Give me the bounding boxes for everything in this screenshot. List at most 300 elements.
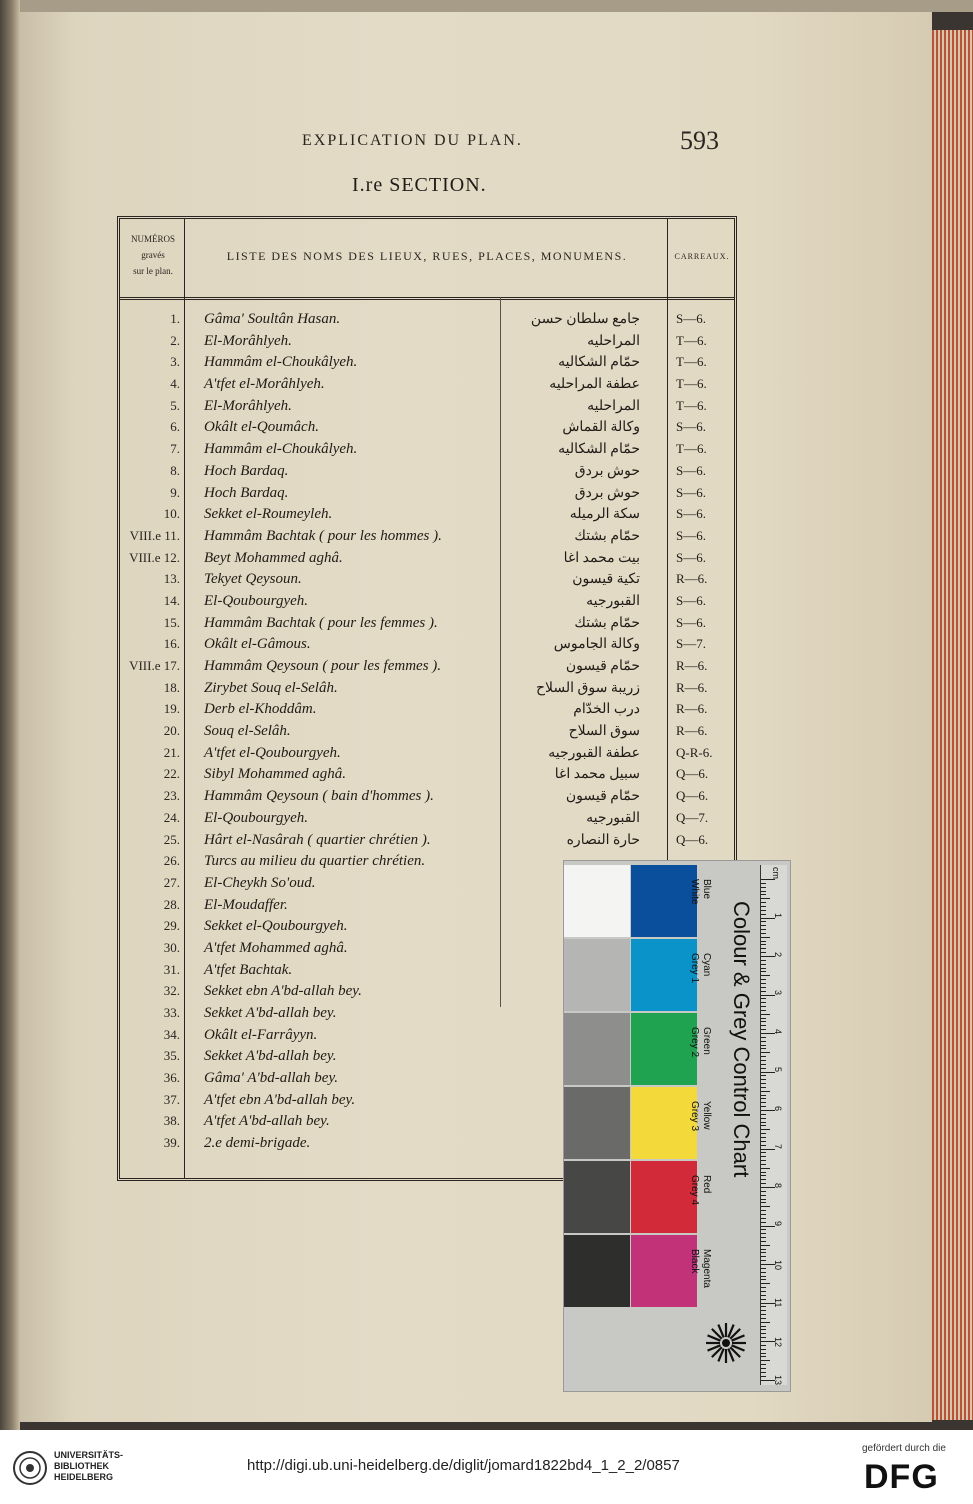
funded-by-label: gefördert durch die bbox=[862, 1443, 946, 1454]
table-row bbox=[120, 333, 740, 355]
ruler-number: 2 bbox=[773, 951, 783, 957]
entry-name: Sekket A'bd-allah bey. bbox=[204, 1048, 337, 1065]
table-row bbox=[120, 354, 740, 376]
ruler-tick bbox=[761, 937, 770, 938]
entry-name: El-Qoubourgyeh. bbox=[204, 592, 309, 609]
ruler-tick bbox=[761, 1368, 766, 1369]
ruler-tick bbox=[761, 1214, 766, 1215]
ruler-tick bbox=[761, 887, 766, 888]
entry-number: 9. bbox=[170, 484, 180, 500]
entry-arabic: حوش بردق bbox=[574, 463, 640, 479]
ruler-tick bbox=[761, 1229, 766, 1230]
entry-name: Hârt el-Nasârah ( quartier chrétien ). bbox=[204, 831, 431, 848]
entry-carreau: S—6. bbox=[676, 311, 706, 326]
ruler-tick bbox=[761, 1095, 766, 1096]
colour-label: Yellow bbox=[701, 1101, 712, 1130]
grey-label: Grey 4 bbox=[689, 1175, 700, 1206]
ruler-tick bbox=[761, 1025, 766, 1026]
ruler-tick bbox=[761, 971, 766, 972]
entry-number: 38. bbox=[163, 1113, 180, 1129]
entry-carreau: R—6. bbox=[676, 571, 708, 587]
entry-number: 24. bbox=[163, 809, 180, 825]
ruler-unit: cm bbox=[771, 867, 781, 879]
section-title: I.re SECTION. bbox=[352, 174, 487, 196]
ruler-tick bbox=[761, 1075, 766, 1076]
ruler-tick bbox=[761, 1353, 766, 1354]
entry-name: Okâlt el-Qoumâch. bbox=[204, 419, 319, 436]
ruler-tick bbox=[761, 1133, 766, 1134]
table-row bbox=[120, 550, 740, 572]
entry-carreau: S—6. bbox=[676, 549, 706, 565]
ruler-number: 10 bbox=[773, 1259, 783, 1270]
entry-number: 5. bbox=[170, 397, 180, 413]
ruler-tick bbox=[761, 1287, 766, 1288]
entry-name: Hammâm Bachtak ( pour les femmes ). bbox=[204, 614, 438, 631]
ruler-tick bbox=[761, 1156, 766, 1157]
entry-arabic: سوق السلاح bbox=[568, 724, 640, 740]
ruler-number: 9 bbox=[773, 1221, 783, 1227]
entry-name: A'tfet el-Qoubourgyeh. bbox=[204, 744, 341, 761]
ruler-tick bbox=[761, 1376, 766, 1377]
entry-number: VIII.e 11. bbox=[129, 527, 180, 543]
header-numeros bbox=[122, 231, 184, 279]
entry-number: 8. bbox=[170, 462, 180, 478]
entry-name: Hammâm Qeysoun ( bain d'hommes ). bbox=[204, 788, 434, 805]
ruler-tick bbox=[761, 1168, 770, 1169]
entry-name: Gâma' A'bd-allah bey. bbox=[204, 1070, 339, 1087]
entry-number: 37. bbox=[163, 1091, 180, 1107]
entry-number: 3. bbox=[170, 354, 180, 370]
entry-name: A'tfet ebn A'bd-allah bey. bbox=[204, 1091, 356, 1108]
entry-number: 29. bbox=[163, 918, 180, 934]
entry-name: Derb el-Khoddâm. bbox=[204, 701, 317, 718]
entry-number: 4. bbox=[170, 376, 180, 392]
colour-label: Green bbox=[701, 1027, 712, 1055]
entry-name: Hammâm Qeysoun ( pour les femmes ). bbox=[204, 658, 442, 674]
table-row bbox=[120, 506, 740, 528]
entry-name: El-Morâhlyeh. bbox=[204, 332, 292, 349]
entry-name: El-Qoubourgyeh. bbox=[204, 809, 309, 826]
entry-name: Turcs au milieu du quartier chrétien. bbox=[204, 853, 426, 870]
ruler-tick bbox=[761, 1179, 766, 1180]
ruler-tick bbox=[761, 1106, 766, 1107]
table-row bbox=[120, 636, 740, 658]
entry-carreau: R—6. bbox=[676, 658, 708, 673]
entry-number: 16. bbox=[163, 636, 180, 652]
table-row bbox=[120, 311, 740, 333]
ruler-tick bbox=[761, 944, 766, 945]
entry-carreau: Q—7. bbox=[676, 809, 709, 825]
entry-arabic: القبورجيه bbox=[586, 593, 640, 609]
entry-name: Hoch Bardaq. bbox=[204, 484, 289, 501]
table-row bbox=[120, 463, 740, 485]
entry-carreau: S—6. bbox=[676, 592, 706, 608]
entry-name: A'tfet A'bd-allah bey. bbox=[204, 1113, 330, 1130]
ruler-tick bbox=[761, 883, 766, 884]
ruler-tick bbox=[761, 1102, 766, 1103]
entry-arabic: تكية قيسون bbox=[572, 572, 640, 588]
ruler-tick bbox=[761, 948, 766, 949]
header-numeros-line3: sur le plan. bbox=[133, 266, 173, 276]
ruler-tick bbox=[761, 1021, 766, 1022]
ruler-tick bbox=[761, 1310, 766, 1311]
entry-name: Sekket A'bd-allah bey. bbox=[204, 1005, 337, 1021]
entry-carreau: Q—6. bbox=[676, 831, 709, 847]
entry-carreau: S—6. bbox=[676, 527, 706, 543]
entry-number: 18. bbox=[163, 679, 180, 695]
entry-name: Okâlt el-Gâmous. bbox=[204, 636, 311, 653]
entry-arabic: حمّام بشتك bbox=[574, 615, 640, 631]
entry-number: 39. bbox=[163, 1135, 180, 1151]
ruler-tick bbox=[761, 1233, 766, 1234]
sunburst-icon bbox=[704, 1321, 748, 1365]
ruler-number: 1 bbox=[773, 913, 783, 919]
ruler-tick bbox=[761, 1306, 766, 1307]
ruler-tick bbox=[761, 964, 766, 965]
entry-number: 22. bbox=[163, 766, 180, 782]
entry-name: Sekket ebn A'bd-allah bey. bbox=[204, 983, 362, 1000]
entry-number: 7. bbox=[170, 441, 180, 457]
table-row bbox=[120, 766, 740, 788]
entry-arabic: القبورجيه bbox=[586, 810, 640, 826]
entry-name: Sekket el-Qoubourgyeh. bbox=[204, 918, 348, 935]
header-numeros-line1: NUMÉROS bbox=[130, 234, 175, 244]
header-liste: LISTE DES NOMS DES LIEUX, RUES, PLACES, MONUMENS. bbox=[226, 249, 628, 263]
ruler-tick bbox=[761, 1083, 766, 1084]
table-row bbox=[120, 615, 740, 637]
entry-arabic: المراحليه bbox=[587, 333, 640, 349]
entry-number: 26. bbox=[163, 853, 180, 869]
ruler-tick bbox=[761, 925, 766, 926]
chart-title: Colour & Grey Control Chart bbox=[729, 901, 754, 1178]
entry-number: 1. bbox=[170, 311, 180, 326]
entry-number: VIII.e 12. bbox=[129, 549, 180, 565]
entry-name: Hammâm el-Choukâlyeh. bbox=[204, 441, 358, 458]
table-row bbox=[120, 485, 740, 507]
entry-name: Okâlt el-Farrâyyn. bbox=[204, 1026, 318, 1043]
entry-name: Tekyet Qeysoun. bbox=[204, 571, 302, 588]
table-row bbox=[120, 441, 740, 463]
ruler-tick bbox=[761, 1241, 766, 1242]
ruler-tick bbox=[761, 1172, 766, 1173]
colour-swatch bbox=[631, 939, 697, 1011]
table-row bbox=[120, 810, 740, 832]
grey-label: Black bbox=[689, 1249, 700, 1274]
grey-swatch bbox=[564, 1013, 630, 1085]
header-divider bbox=[120, 297, 734, 300]
colour-swatch bbox=[631, 865, 697, 937]
entry-arabic: حمّام الشكاليه bbox=[558, 442, 640, 458]
ruler-tick bbox=[761, 983, 766, 984]
grey-label: Grey 2 bbox=[689, 1027, 700, 1058]
ruler-tick bbox=[761, 906, 766, 907]
running-head: EXPLICATION DU PLAN. bbox=[302, 132, 523, 149]
ruler-tick bbox=[761, 1118, 766, 1119]
ruler-tick bbox=[761, 1029, 766, 1030]
ruler-tick bbox=[761, 1295, 766, 1296]
entry-name: El-Morâhlyeh. bbox=[204, 397, 292, 414]
ruler-tick bbox=[761, 1068, 766, 1069]
ruler-tick bbox=[761, 1195, 766, 1196]
entry-carreau: T—6. bbox=[676, 332, 707, 348]
ruler-tick bbox=[761, 921, 766, 922]
ruler-tick bbox=[761, 902, 766, 903]
colour-control-chart bbox=[563, 860, 791, 1392]
colour-label: Cyan bbox=[701, 953, 712, 977]
ruler-tick bbox=[761, 1014, 770, 1015]
entry-number: 25. bbox=[163, 831, 180, 847]
ruler-tick bbox=[761, 1279, 766, 1280]
entry-carreau: S—7. bbox=[676, 636, 706, 652]
entry-arabic: سكة الرميله bbox=[569, 507, 640, 523]
ruler-tick bbox=[761, 933, 766, 934]
ruler-tick bbox=[761, 1322, 770, 1323]
ruler-tick bbox=[761, 1045, 766, 1046]
ruler-number: 3 bbox=[773, 990, 783, 996]
entry-number: 13. bbox=[163, 571, 180, 587]
entry-number: 33. bbox=[163, 1005, 180, 1020]
ruler-tick bbox=[761, 1206, 770, 1207]
ruler-tick bbox=[761, 1160, 766, 1161]
ruler-tick bbox=[761, 1048, 766, 1049]
entry-name: A'tfet el-Morâhlyeh. bbox=[204, 376, 325, 393]
table-row bbox=[120, 745, 740, 767]
entry-number: 15. bbox=[163, 614, 180, 630]
library-name bbox=[54, 1450, 123, 1483]
table-row bbox=[120, 419, 740, 441]
ruler-tick bbox=[761, 1006, 766, 1007]
ruler-tick bbox=[761, 1002, 766, 1003]
ruler-tick bbox=[761, 1018, 766, 1019]
entry-name: Gâma' Soultân Hasan. bbox=[204, 311, 341, 327]
ruler-tick bbox=[761, 879, 775, 880]
ruler-tick bbox=[761, 1364, 766, 1365]
ruler-tick bbox=[761, 929, 766, 930]
entry-number: 32. bbox=[163, 983, 180, 999]
entry-arabic: عطفة القبورجيه bbox=[548, 745, 640, 761]
entry-arabic: عطفة المراحليه bbox=[549, 377, 640, 393]
ruler-tick bbox=[761, 1318, 766, 1319]
entry-arabic: المراحليه bbox=[587, 398, 640, 414]
ruler-tick bbox=[761, 991, 766, 992]
entry-arabic: حمّام قيسون bbox=[565, 659, 640, 674]
ruler-tick bbox=[761, 1218, 766, 1219]
ruler-tick bbox=[761, 1283, 770, 1284]
ruler-tick bbox=[761, 975, 770, 976]
ruler-tick bbox=[761, 1141, 766, 1142]
footer-bar bbox=[0, 1430, 973, 1504]
entry-arabic: زريبة سوق السلاح bbox=[535, 680, 640, 696]
ruler-tick bbox=[761, 1164, 766, 1165]
ruler-tick bbox=[761, 1237, 766, 1238]
entry-carreau: T—6. bbox=[676, 397, 707, 413]
entry-number: 10. bbox=[163, 506, 180, 522]
ruler-tick bbox=[761, 1152, 766, 1153]
ruler-tick bbox=[761, 979, 766, 980]
table-row bbox=[120, 832, 740, 854]
ruler-tick bbox=[761, 1349, 766, 1350]
ruler-tick bbox=[761, 1314, 766, 1315]
permalink-url[interactable]: http://digi.ub.uni-heidelberg.de/diglit/jomard1822bd4_1_2_2/0857 bbox=[247, 1457, 680, 1474]
entry-carreau: Q—6. bbox=[676, 766, 709, 782]
ruler-tick bbox=[761, 891, 766, 892]
entry-carreau: S—6. bbox=[676, 484, 706, 500]
ruler-tick bbox=[761, 1326, 766, 1327]
ruler-tick bbox=[761, 987, 766, 988]
ruler-tick bbox=[761, 1360, 770, 1361]
entry-number: 14. bbox=[163, 592, 180, 608]
ruler-tick bbox=[761, 960, 766, 961]
ruler-tick bbox=[761, 1175, 766, 1176]
ruler-tick bbox=[761, 1272, 766, 1273]
entry-name: El-Cheykh So'oud. bbox=[204, 874, 316, 891]
colour-swatch bbox=[631, 1013, 697, 1085]
entry-name: 2.e demi-brigade. bbox=[204, 1135, 311, 1152]
ruler-tick bbox=[761, 1202, 766, 1203]
colour-label: Blue bbox=[701, 879, 712, 900]
ruler-tick bbox=[761, 1010, 766, 1011]
ruler-tick bbox=[761, 1183, 766, 1184]
ruler-tick bbox=[761, 952, 766, 953]
entry-name: A'tfet Mohammed aghâ. bbox=[204, 939, 348, 956]
university-seal-icon bbox=[12, 1450, 48, 1486]
dfg-logo: DFG bbox=[864, 1458, 939, 1496]
entry-arabic: بيت محمد اغا bbox=[563, 550, 640, 566]
grey-swatch bbox=[564, 1087, 630, 1159]
book-gutter bbox=[0, 0, 20, 1430]
table-row bbox=[120, 398, 740, 420]
entry-arabic: حمّام قيسون bbox=[565, 789, 640, 805]
entry-number: 21. bbox=[163, 744, 180, 760]
entry-number: 19. bbox=[163, 701, 180, 717]
ruler-tick bbox=[761, 1122, 766, 1123]
entry-arabic: جامع سلطان حسن bbox=[530, 312, 640, 327]
entry-arabic: حمّام الشكاليه bbox=[558, 355, 640, 371]
colour-label: Red bbox=[701, 1175, 712, 1194]
entry-name: Hammâm Bachtak ( pour les hommes ). bbox=[204, 527, 442, 544]
colour-swatch bbox=[631, 1235, 697, 1307]
ruler-number: 13 bbox=[773, 1375, 783, 1386]
ruler-tick bbox=[761, 1291, 766, 1292]
library-name-line2: BIBLIOTHEK bbox=[54, 1461, 109, 1471]
ruler-tick bbox=[761, 894, 766, 895]
entry-name: Hoch Bardaq. bbox=[204, 462, 289, 479]
entry-arabic: حارة النصاره bbox=[566, 832, 640, 848]
grey-swatch bbox=[564, 1161, 630, 1233]
entry-carreau: R—6. bbox=[676, 679, 708, 695]
ruler-number: 8 bbox=[773, 1182, 783, 1188]
ruler-tick bbox=[761, 1356, 766, 1357]
grey-label: Grey 1 bbox=[689, 953, 700, 984]
library-name-line3: HEIDELBERG bbox=[54, 1472, 114, 1482]
ruler-tick bbox=[761, 1276, 766, 1277]
ruler-tick bbox=[761, 1091, 770, 1092]
ruler-tick bbox=[761, 1345, 766, 1346]
table-row bbox=[120, 680, 740, 702]
entry-number: 20. bbox=[163, 723, 180, 739]
entry-number: 35. bbox=[163, 1048, 180, 1064]
entry-number: 2. bbox=[170, 332, 180, 348]
ruler-tick bbox=[761, 1087, 766, 1088]
colour-swatch bbox=[631, 1087, 697, 1159]
entry-name: Beyt Mohammed aghâ. bbox=[204, 549, 343, 566]
table-row bbox=[120, 528, 740, 550]
entry-name: Sibyl Mohammed aghâ. bbox=[204, 766, 347, 783]
entry-name: Souq el-Selâh. bbox=[204, 723, 291, 740]
ruler-tick bbox=[761, 1252, 766, 1253]
entry-arabic: حمّام بشتك bbox=[574, 528, 640, 544]
entry-arabic: حوش بردق bbox=[574, 485, 640, 501]
entry-carreau: R—6. bbox=[676, 723, 708, 739]
ruler-number: 12 bbox=[773, 1336, 783, 1347]
table-row bbox=[120, 593, 740, 615]
entry-carreau: S—6. bbox=[676, 462, 706, 478]
ruler-tick bbox=[761, 1041, 766, 1042]
ruler-tick bbox=[761, 941, 766, 942]
ruler-tick bbox=[761, 1222, 766, 1223]
ruler-number: 7 bbox=[773, 1144, 783, 1150]
table-row bbox=[120, 788, 740, 810]
entry-number: 6. bbox=[170, 419, 180, 435]
grey-swatch bbox=[564, 865, 630, 937]
ruler-tick bbox=[761, 1245, 770, 1246]
ruler-tick bbox=[761, 1098, 766, 1099]
grey-label: Grey 3 bbox=[689, 1101, 700, 1132]
entry-carreau: T—6. bbox=[676, 376, 707, 392]
entry-number: VIII.e 17. bbox=[129, 658, 180, 673]
ruler-number: 11 bbox=[773, 1298, 783, 1308]
ruler-tick bbox=[761, 1079, 766, 1080]
entry-number: 34. bbox=[163, 1026, 180, 1042]
ruler-tick bbox=[761, 1372, 766, 1373]
ruler-tick bbox=[761, 1199, 766, 1200]
ruler-tick bbox=[761, 1329, 766, 1330]
entry-name: El-Moudaffer. bbox=[204, 896, 288, 913]
entry-carreau: T—6. bbox=[676, 441, 707, 457]
entry-carreau: S—6. bbox=[676, 506, 706, 522]
entry-number: 36. bbox=[163, 1070, 180, 1086]
entry-name: Zirybet Souq el-Selâh. bbox=[204, 679, 338, 696]
entry-number: 31. bbox=[163, 961, 180, 977]
ruler-tick bbox=[761, 1256, 766, 1257]
header-carreaux: CARREAUX. bbox=[674, 252, 730, 261]
ruler-tick bbox=[761, 1056, 766, 1057]
table-row bbox=[120, 571, 740, 593]
book-top-edge bbox=[0, 0, 973, 12]
entry-carreau: S—6. bbox=[676, 419, 706, 435]
page-number: 593 bbox=[680, 126, 719, 155]
table-row bbox=[120, 723, 740, 745]
table-row bbox=[120, 376, 740, 398]
entry-number: 28. bbox=[163, 896, 180, 912]
colour-label: Magenta bbox=[701, 1249, 712, 1288]
entry-carreau: Q-R-6. bbox=[676, 744, 713, 760]
entry-number: 23. bbox=[163, 788, 180, 804]
ruler-tick bbox=[761, 1249, 766, 1250]
ruler-number: 6 bbox=[773, 1105, 783, 1111]
entry-carreau: R—6. bbox=[676, 701, 708, 717]
ruler-tick bbox=[761, 910, 766, 911]
ruler-tick bbox=[761, 898, 770, 899]
header-numeros-line2: gravés bbox=[141, 250, 165, 260]
ruler-tick bbox=[761, 914, 766, 915]
entry-carreau: T—6. bbox=[676, 354, 707, 370]
ruler-number: 4 bbox=[773, 1028, 783, 1034]
ruler-tick bbox=[761, 968, 766, 969]
ruler-tick bbox=[761, 1137, 766, 1138]
ruler-tick bbox=[761, 1337, 766, 1338]
entry-carreau: Q—6. bbox=[676, 788, 709, 804]
